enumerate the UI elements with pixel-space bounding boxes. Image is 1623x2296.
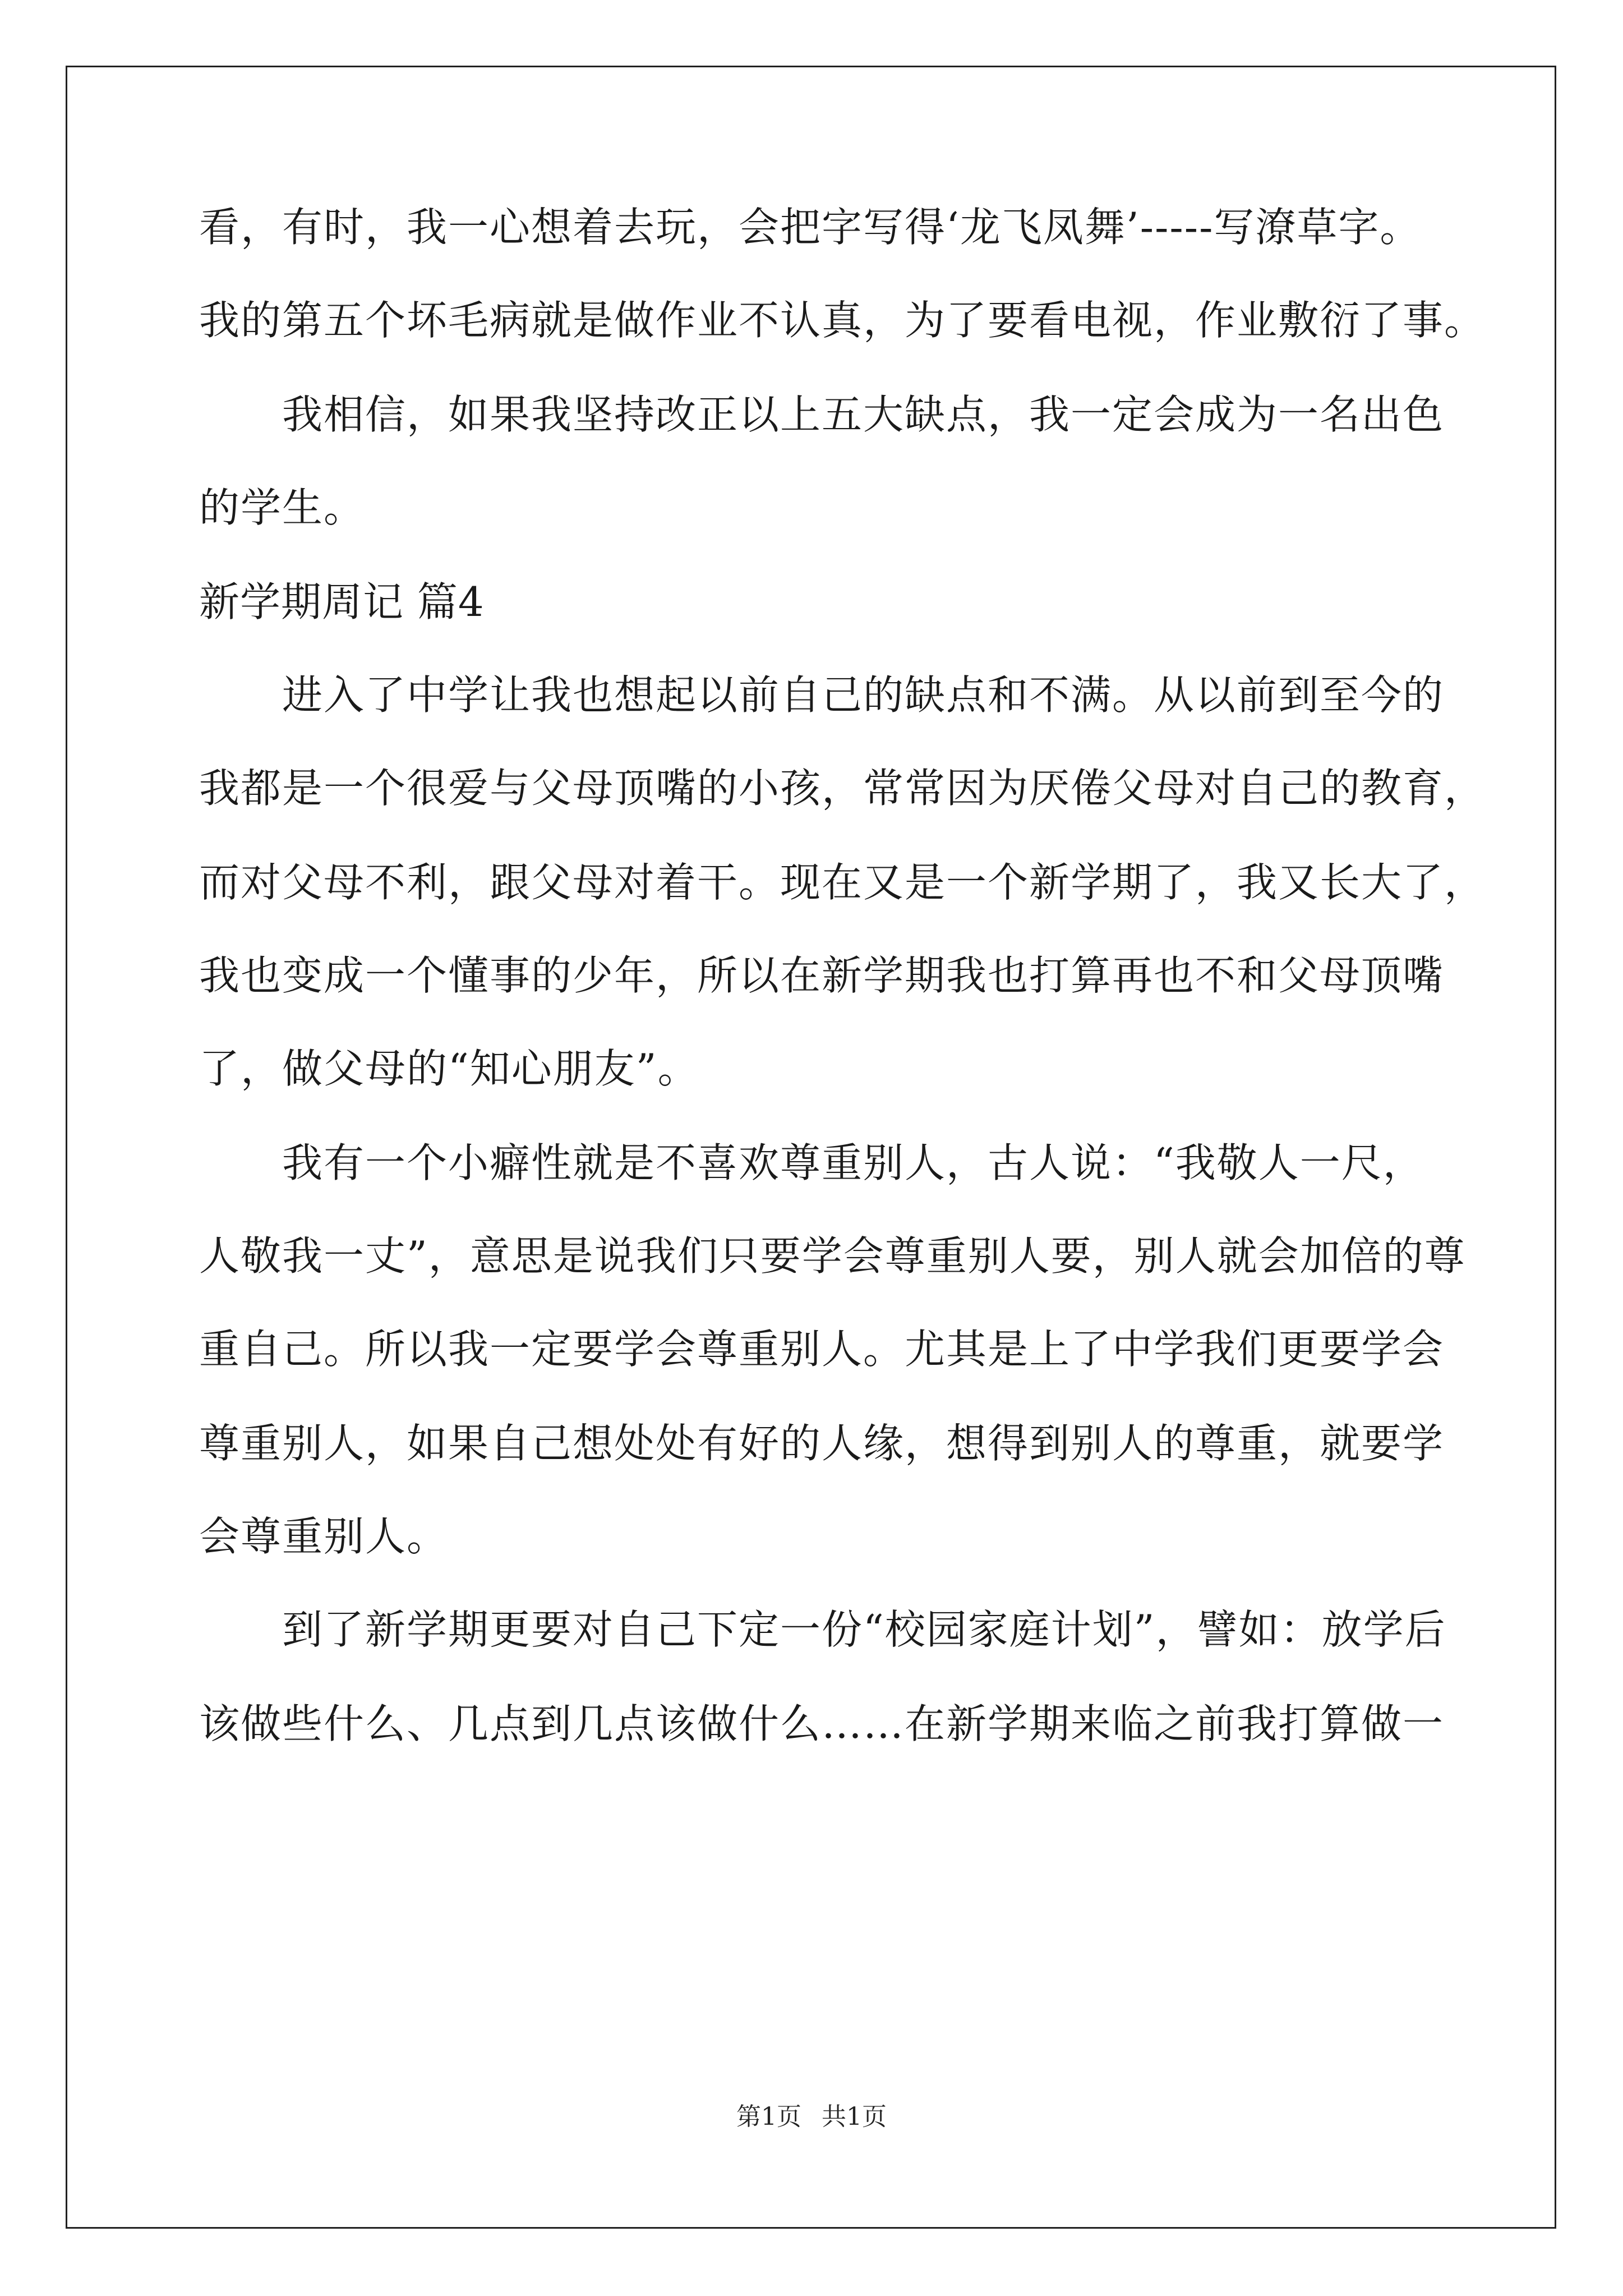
text-line: 我都是一个很爱与父母顶嘴的小孩，常常因为厌倦父母对自己的教育， [199,765,1486,812]
paragraph-start-line: 到了新学期更要对自己下定一份“校园家庭计划”，譬如：放学后 [282,1606,1446,1653]
page-total: 共1页 [822,2102,887,2131]
paragraph-start-line: 我有一个小癖性就是不喜欢尊重别人，古人说：“我敬人一尺， [282,1139,1424,1186]
text-line: 的学生。 [199,484,366,531]
section-heading: 新学期周记 篇4 [199,578,485,625]
text-line: 了，做父母的“知心朋友”。 [199,1045,699,1092]
paragraph-start-line: 我相信，如果我坚持改正以上五大缺点，我一定会成为一名出色 [282,391,1445,438]
page-footer [0,2100,1623,2134]
paragraph-start-line: 进入了中学让我也想起以前自己的缺点和不满。从以前到至今的 [282,671,1445,719]
text-line: 而对父母不利，跟父母对着干。现在又是一个新学期了，我又长大了， [199,859,1486,906]
text-line: 该做些什么、几点到几点该做什么……在新学期来临之前我打算做一 [199,1700,1445,1747]
page-number: 第1页 [736,2102,801,2131]
text-line: 重自己。所以我一定要学会尊重别人。尤其是上了中学我们更要学会 [199,1326,1445,1373]
text-line: 我也变成一个懂事的少年，所以在新学期我也打算再也不和父母顶嘴 [199,952,1445,999]
text-line: 会尊重别人。 [199,1513,449,1560]
text-line: 人敬我一丈”，意思是说我们只要学会尊重别人要，别人就会加倍的尊 [199,1232,1466,1280]
text-line: 我的第五个坏毛病就是做作业不认真，为了要看电视，作业敷衍了事。 [199,297,1486,344]
text-line: 看，有时，我一心想着去玩，会把字写得‘龙飞凤舞’-----写潦草字。 [199,204,1422,251]
text-line: 尊重别人，如果自己想处处有好的人缘，想得到别人的尊重，就要学 [199,1420,1445,1467]
